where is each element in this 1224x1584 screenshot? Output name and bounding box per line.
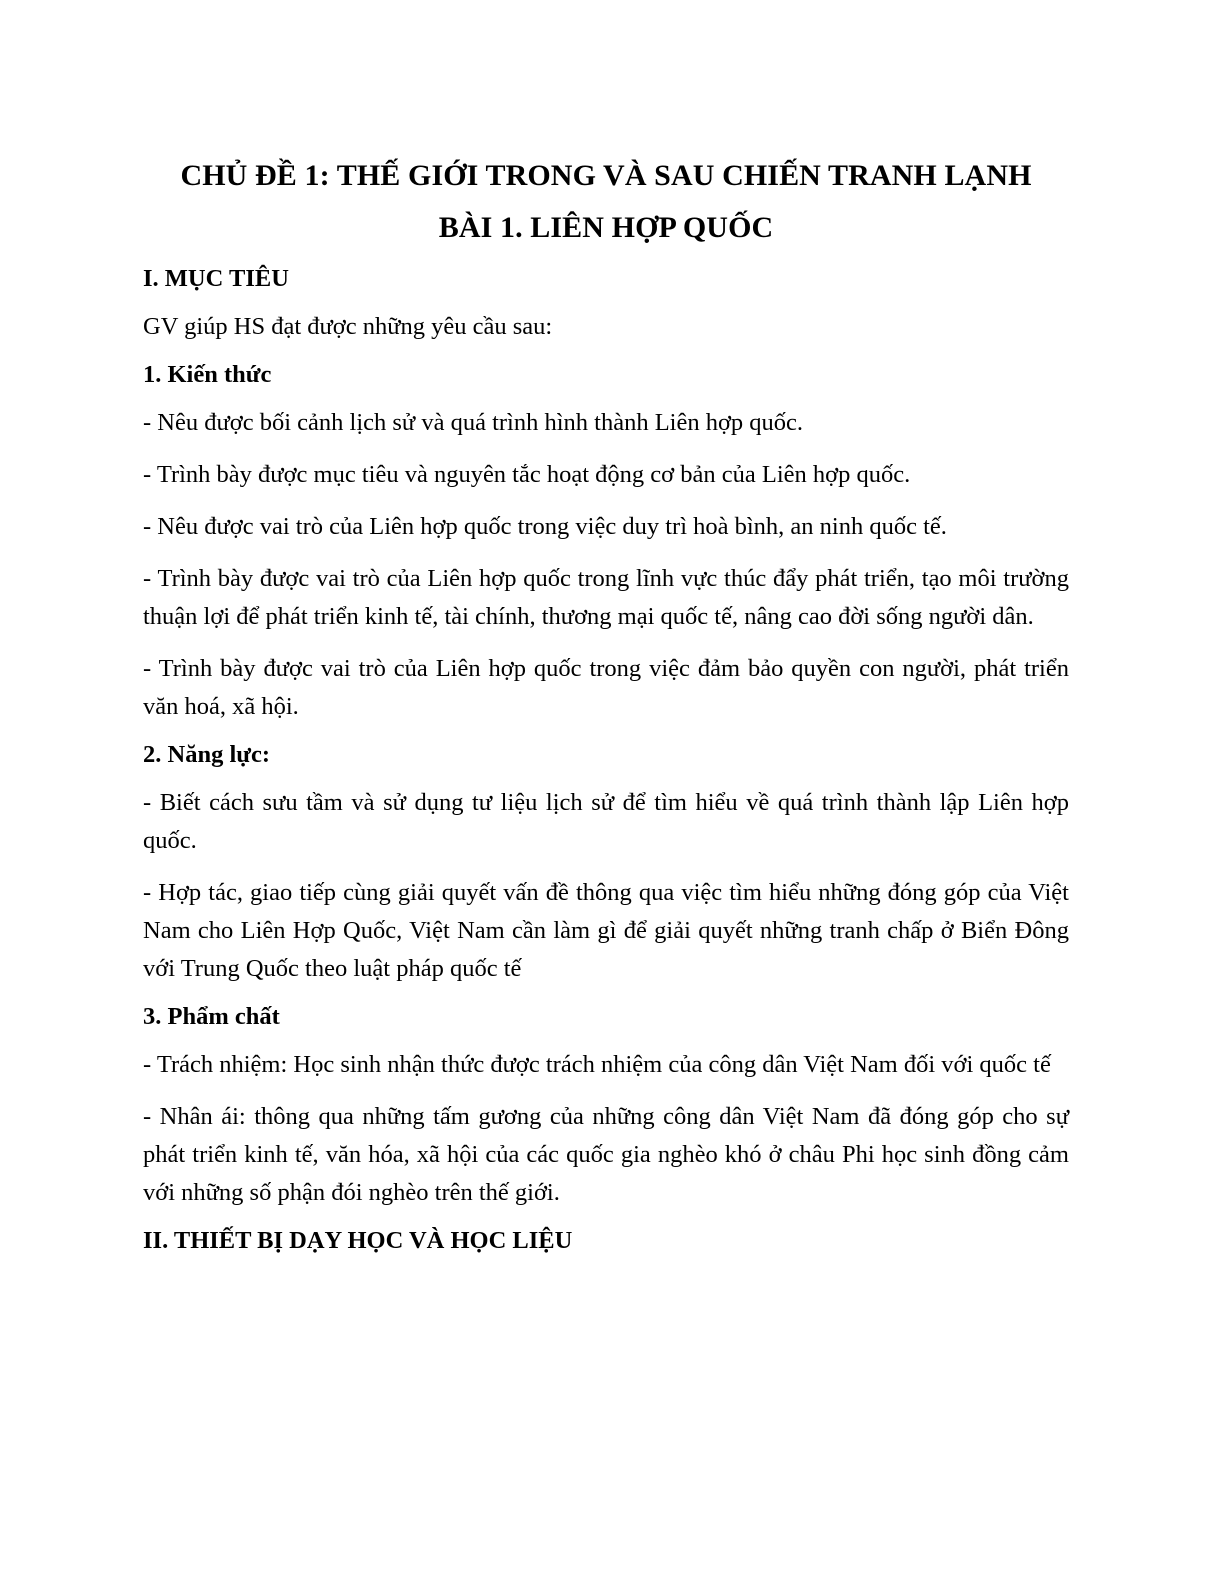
competence-item: - Biết cách sưu tầm và sử dụng tư liệu lịch sử để tìm hiểu về quá trình thành lập Liên hợp quốc. [143, 789, 1069, 854]
qualities-item: - Trách nhiệm: Học sinh nhận thức được trách nhiệm của công dân Việt Nam đối với quốc tế [143, 1051, 1051, 1078]
knowledge-heading: 1. Kiến thức [143, 361, 272, 388]
lesson-title: BÀI 1. LIÊN HỢP QUỐC [438, 211, 774, 244]
knowledge-item: - Nêu được vai trò của Liên hợp quốc trong việc duy trì hoà bình, an ninh quốc tế. [143, 513, 947, 540]
qualities-heading: 3. Phẩm chất [143, 1003, 280, 1030]
knowledge-item: - Trình bày được vai trò của Liên hợp quốc trong việc đảm bảo quyền con người, phát triển văn hoá, xã hội. [143, 655, 1069, 720]
section-objectives-heading: I. MỤC TIÊU [143, 265, 289, 292]
qualities-item: - Nhân ái: thông qua những tấm gương của những công dân Việt Nam đã đóng góp cho sự phát triển kinh tế, văn hóa, xã hội của các quốc gia nghèo khó ở châu Phi học sinh đồng cảm với những số phận đói nghèo trên thế giới. [143, 1103, 1069, 1206]
topic-title: CHỦ ĐỀ 1: THẾ GIỚI TRONG VÀ SAU CHIẾN TRANH LẠNH [180, 159, 1032, 192]
knowledge-item: - Trình bày được vai trò của Liên hợp quốc trong lĩnh vực thúc đẩy phát triển, tạo môi trường thuận lợi để phát triển kinh tế, tài chính, thương mại quốc tế, nâng cao đời sống người dân. [143, 565, 1069, 630]
knowledge-item: - Trình bày được mục tiêu và nguyên tắc hoạt động cơ bản của Liên hợp quốc. [143, 461, 911, 488]
competence-item: - Hợp tác, giao tiếp cùng giải quyết vấn đề thông qua việc tìm hiểu những đóng góp của Việt Nam cho Liên Hợp Quốc, Việt Nam cần làm gì để giải quyết những tranh chấp ở Biển Đông với Trung Quốc theo luật pháp quốc tế [143, 879, 1069, 982]
knowledge-item: - Nêu được bối cảnh lịch sử và quá trình hình thành Liên hợp quốc. [143, 409, 804, 436]
document-page [143, 150, 1069, 1256]
competence-heading: 2. Năng lực: [143, 741, 270, 768]
intro-text: GV giúp HS đạt được những yêu cầu sau: [143, 313, 553, 340]
section-equipment-heading: II. THIẾT BỊ DẠY HỌC VÀ HỌC LIỆU [143, 1227, 573, 1254]
